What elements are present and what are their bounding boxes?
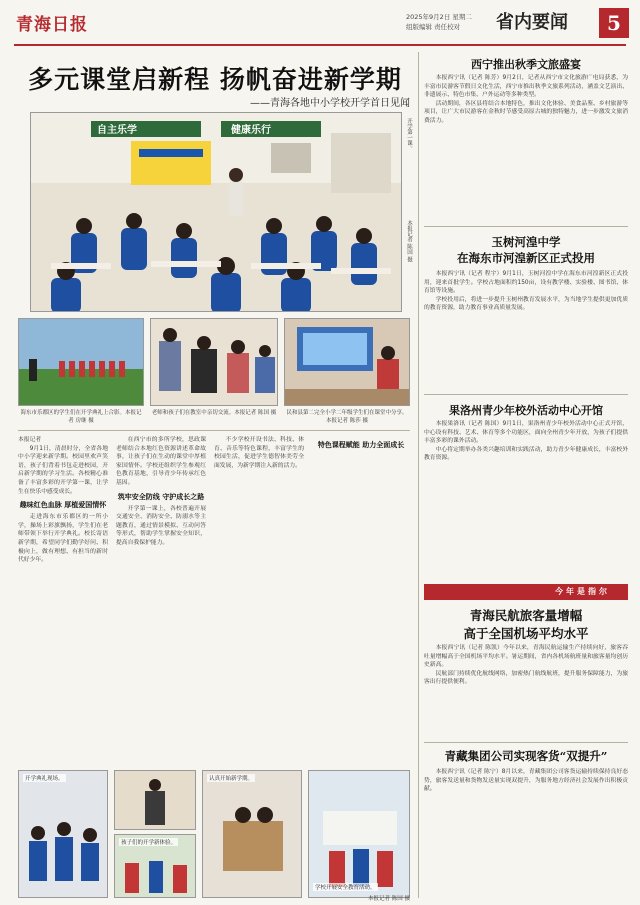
photo-caption-3: 民和县第二完全小学二年级学生们在课堂中分享。本报记者 陈莎 摄 — [286, 410, 408, 424]
section-name: 省内要闻 — [496, 12, 568, 33]
photo-class-sharing — [284, 318, 410, 406]
article2-title-line1: 玉树河湟中学 — [491, 235, 561, 249]
inset-photo-1 — [18, 770, 108, 898]
inset-illustration — [203, 771, 302, 898]
article-paragraph: 学校投用后，将进一步提升玉树州教育发展水平，为当地学生提供更加优质的教育资源，助力教育事业高质量发展。 — [424, 296, 628, 312]
lead-column-4 — [312, 436, 410, 696]
divider — [424, 226, 628, 227]
column-divider — [418, 52, 419, 898]
article5-body — [424, 768, 628, 898]
inset-illustration — [309, 771, 410, 898]
article1-title: 西宁推出秋季文旅盛宴 — [471, 58, 581, 71]
divider — [424, 394, 628, 395]
main-photo-vertical-caption: 开学第一课。 — [406, 118, 412, 151]
subhead-2: 筑牢安全防线 守护成长之路 — [117, 492, 205, 501]
inset-photo-3 — [114, 834, 196, 898]
subhead-3: 特色课程赋能 助力全面成长 — [317, 441, 405, 449]
classroom-talk-illustration — [151, 319, 278, 406]
subhead-1: 趣味红色血脉 厚植爱国情怀 — [19, 501, 107, 510]
article4-title-line2: 高于全国机场平均水平 — [463, 626, 589, 641]
photo-caption-1: 海东市乐都区的学生们在开学典礼上合影。本报记者 房继 摄 — [20, 410, 142, 424]
inset-photo-5 — [308, 770, 410, 898]
inset-photo-4 — [202, 770, 302, 898]
main-photo-credit: 本报记者 陈国 摄 — [406, 220, 412, 262]
byline: 本报记者 — [18, 437, 42, 443]
lead-paragraph: 开学第一课上，各校普遍开展交通安全、消防安全、防溺水等主题教育，通过情景模拟、互动问答等形式，帮助学生掌握安全知识，提高自我保护能力。 — [116, 505, 206, 546]
lead-paragraph: 在西宁市的多所学校，思政课老师结合本地红色资源讲述革命故事，让孩子们在生动的课堂中厚植家国情怀。学校还组织学生参观红色教育基地，引导青少年传承红色基因。 — [116, 437, 206, 486]
main-photo — [30, 112, 402, 312]
divider — [18, 430, 410, 431]
class-sharing-illustration — [285, 319, 410, 406]
article-paragraph: 民航部门持续优化航线网络，加密热门航线航班，提升服务保障能力，为旅客出行提供便利。 — [424, 670, 628, 686]
lead-title: 多元课堂启新程 扬帆奋进新学期 — [28, 65, 402, 94]
lead-paragraph: 不少学校开设书法、科技、体育、音乐等特色课程，丰富学生的校园生活，促进学生德智体美劳全面发展，为新学期注入新的活力。 — [214, 437, 304, 469]
article3-title: 果洛州青少年校外活动中心开馆 — [449, 404, 603, 417]
inset-illustration — [115, 771, 196, 830]
inset-label: 学校开展安全教育活动。 — [315, 885, 376, 891]
article3-body — [424, 420, 628, 580]
article4-title-line1: 青海民航旅客量增幅 — [469, 608, 583, 623]
masthead — [14, 6, 626, 46]
lead-subtitle: ——青海各地中小学校开学首日见闻 — [250, 98, 410, 109]
editor-line: 组版编辑 责任校对 — [406, 23, 461, 31]
page-number: 5 — [599, 8, 629, 38]
article5-title: 青藏集团公司实现客货“双提升” — [444, 749, 608, 763]
photo-classroom-talk — [150, 318, 278, 406]
inset-photo-2 — [114, 770, 196, 830]
article4-body — [424, 644, 628, 738]
article1-body — [424, 74, 628, 224]
photo-banner-right: 健康乐行 — [231, 125, 271, 136]
lead-column-3 — [214, 436, 304, 696]
lead-column-2 — [116, 436, 206, 696]
lead-column-1 — [18, 436, 108, 696]
classroom-illustration — [31, 113, 402, 312]
photo-banner-left: 自主乐学 — [97, 125, 137, 136]
photo-caption-2: 老师和孩子们在教室中亲切交流。本报记者 陈国 摄 — [151, 410, 277, 416]
inset-illustration — [19, 771, 108, 898]
article-paragraph: 本报西宁讯（记者 陈芳）9月2日，记者从西宁市文化旅游广电局获悉，为丰富市民游客节假日文化生活，西宁市推出秋季文旅系列活动，涵盖文艺演出、非遗展示、特色市集、户外运动等多种类型。 — [424, 75, 628, 99]
article-paragraph: 本报西宁讯（记者 陈宁）8月以来，青藏集团公司客货运输持续保持良好态势，旅客发送量和货物发送量实现双提升，为服务地方经济社会发展作出积极贡献。 — [424, 769, 628, 793]
article-paragraph: 本报西宁讯（记者 程宇）9月1日，玉树河湟中学在海东市河湟新区正式投用，迎来首批学生。学校占地面积约150亩，设有教学楼、实验楼、图书馆、体育馆等设施。 — [424, 271, 628, 295]
article2-body — [424, 270, 628, 390]
inset-label: 认真开始新学期。 — [209, 776, 254, 782]
inset-label: 孩子们的开学新体验。 — [121, 840, 177, 846]
divider — [424, 742, 628, 743]
inset-label: 开学典礼现场。 — [25, 776, 64, 782]
article-paragraph: 活动期间，各区县将结合本地特色，推出文化体验、美食品鉴、乡村旅游等项目，让广大市民游客在金秋时节感受高原古城的独特魅力，进一步激发文旅消费活力。 — [424, 100, 628, 124]
date-line: 2025年9月2日 星期二 — [406, 13, 472, 21]
lead-paragraph: 9月1日，清晨时分，全省各地中小学迎来新学期。校园里欢声笑语，孩子们背着书包走进校园，开启新学期的学习生活。各校精心准备了丰富多彩的开学第一课，让学生在快乐中感受成长。 — [18, 445, 108, 495]
article-paragraph: 本报西宁讯（记者 陈凯）今年以来，青海民航运输生产持续向好，旅客吞吐量增幅高于全国机场平均水平。暑运期间，省内各机场航班量和旅客量均创历史新高。 — [424, 645, 628, 669]
section-banner: 今年是指尔 — [424, 584, 628, 600]
photo-opening-ceremony — [18, 318, 144, 406]
article2-title-line2: 在海东市河湟新区正式投用 — [457, 251, 595, 265]
newspaper-logo: 青海日报 — [16, 15, 88, 35]
article-paragraph: 中心将定期举办各类兴趣培训和实践活动，助力青少年健康成长，丰富校外教育资源。 — [424, 446, 628, 462]
inset-credit: 本报记者 陈国 摄 — [368, 896, 410, 902]
date-block — [406, 12, 472, 32]
ceremony-illustration — [19, 319, 144, 406]
lead-paragraph: 走进海东市乐都区的一所小学，操场上彩旗飘扬，学生们在老师带领下举行开学典礼。校长寄语新学期，希望同学们勤学好问、积极向上，做有理想、有担当的新时代好少年。 — [18, 514, 108, 564]
article-paragraph: 本报果洛讯（记者 陈国）9月1日，果洛州青少年校外活动中心正式开馆，中心设有科技、艺术、体育等多个功能区，面向全州青少年开放，为孩子们提供丰富多彩的课外活动。 — [424, 421, 628, 445]
